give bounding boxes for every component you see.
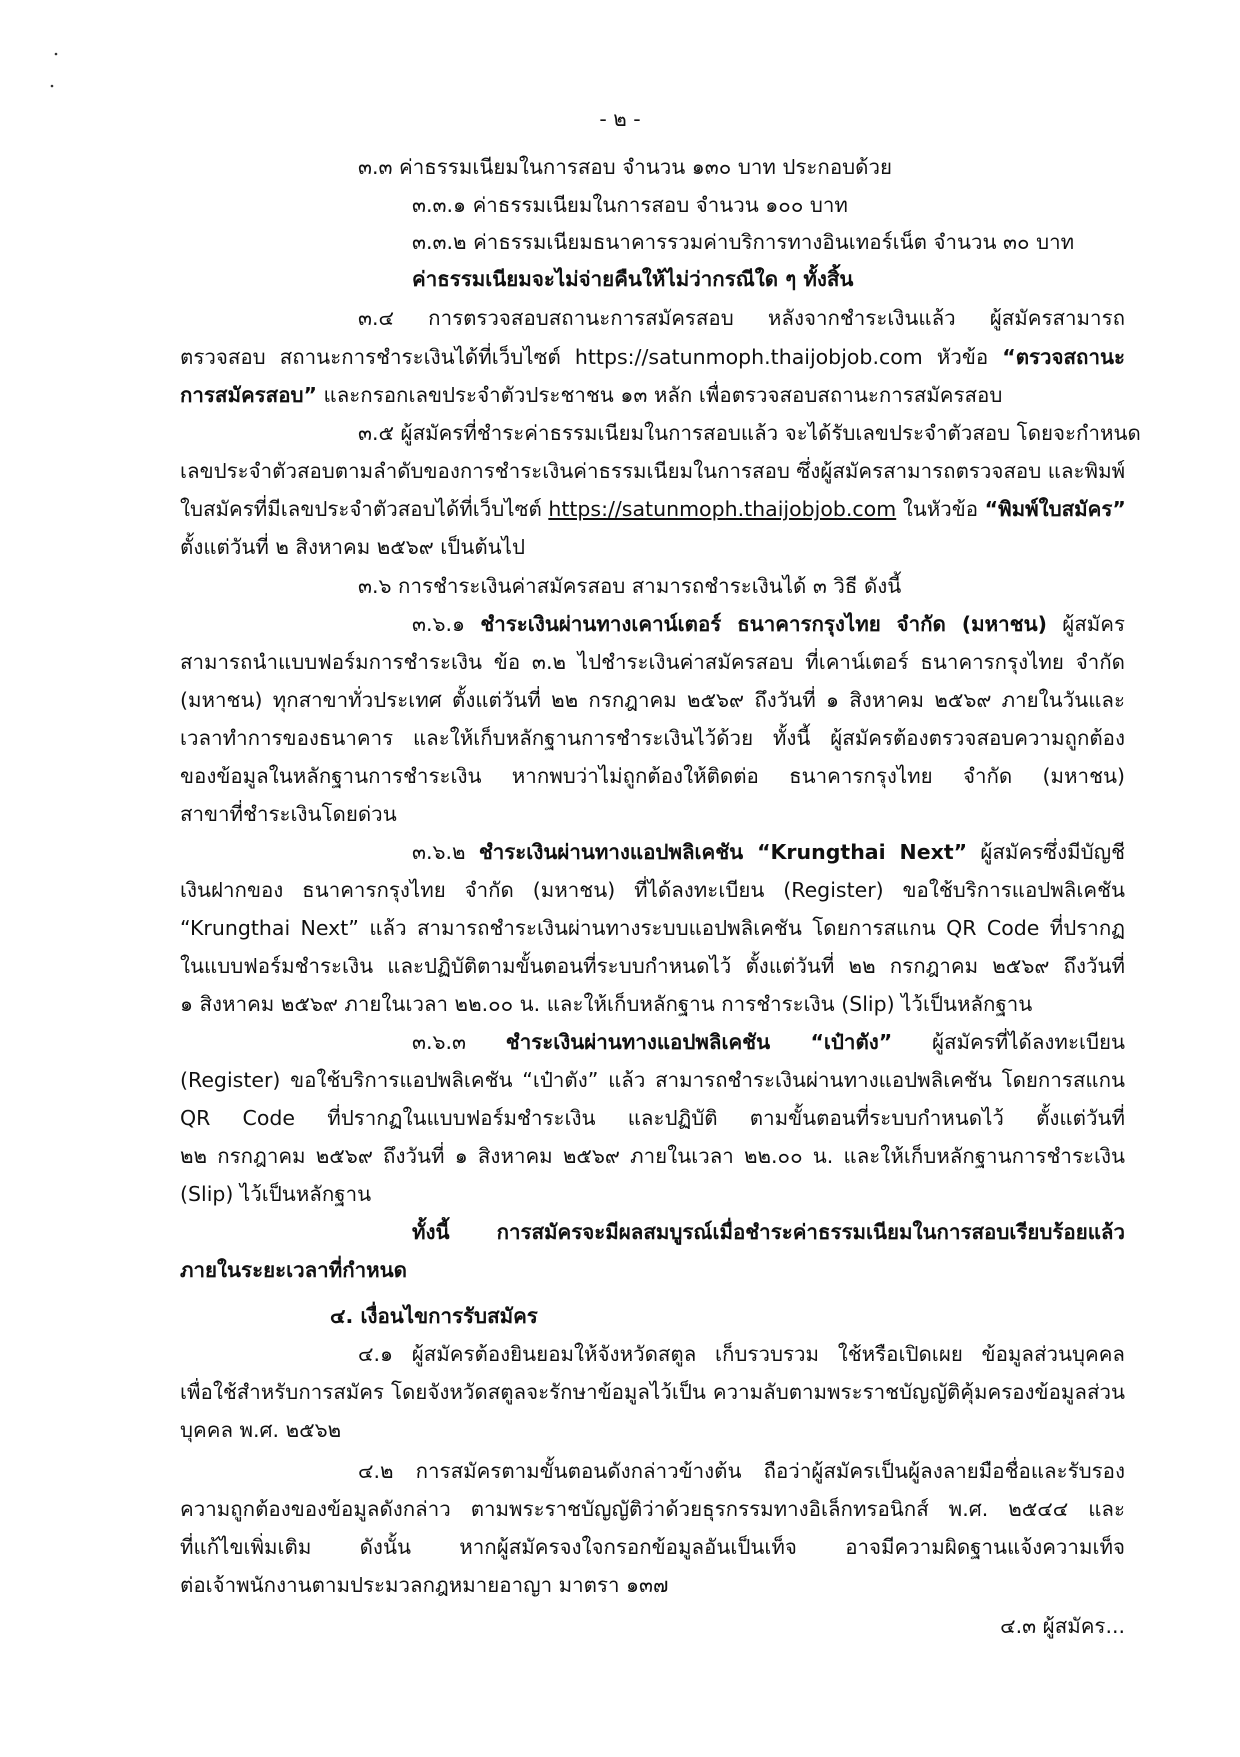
clause-3-6-2-line-5: ๑ สิงหาคม ๒๕๖๙ ภายในเวลา ๒๒.๐๐ น. และให้เก็บหลักฐาน การชำระเงิน (Slip) ไว้เป็นหลักฐาน [180,992,1033,1016]
clause-3-5-line-4: ตั้งแต่วันที่ ๒ สิงหาคม ๒๕๖๙ เป็นต้นไป [180,535,525,559]
clause-3-4-line-1: ๓.๔ การตรวจสอบสถานะการสมัครสอบ หลังจากชำระเงินแล้ว ผู้สมัครสามารถ [358,306,1125,330]
scan-speck-marks [48,48,88,98]
clause-3-4-line-3: การสมัครสอบ” และกรอกเลขประจำตัวประชาชน ๑๓ หลัก เพื่อตรวจสอบสถานะการสมัครสอบ [180,383,1003,407]
continuation-marker: ๔.๓ ผู้สมัคร... [1000,1614,1125,1638]
clause-3-3-2: ๓.๓.๒ ค่าธรรมเนียมธนาคารรวมค่าบริการทางอินเทอร์เน็ต จำนวน ๓๐ บาท [412,230,1075,254]
clause-3-6-1-line-5: ของข้อมูลในหลักฐานการชำระเงิน หากพบว่าไม่ถูกต้องให้ติดต่อ ธนาคารกรุงไทย จำกัด (มหาชน) [180,764,1125,788]
clause-3-4-line-2: ตรวจสอบ สถานะการชำระเงินได้ที่เว็บไซต์ https://satunmoph.thaijobjob.com หัวข้อ “ตรวจสถานะ [180,345,1125,369]
clause-4-1-line-1: ๔.๑ ผู้สมัครต้องยินยอมให้จังหวัดสตูล เก็บรวบรวม ใช้หรือเปิดเผย ข้อมูลส่วนบุคคล [358,1342,1125,1366]
clause-4-2-line-2: ความถูกต้องของข้อมูลดังกล่าว ตามพระราชบัญญัติว่าด้วยธุรกรรมทางอิเล็กทรอนิกส์ พ.ศ. ๒๕๔๔ และ [180,1497,1125,1521]
clause-4-2-line-4: ต่อเจ้าพนักงานตามประมวลกฎหมายอาญา มาตรา ๑๓๗ [180,1573,669,1597]
clause-3-3: ๓.๓ ค่าธรรมเนียมในการสอบ จำนวน ๑๓๐ บาท ประกอบด้วย [358,155,892,179]
section-4-heading: ๔. เงื่อนไขการรับสมัคร [330,1304,538,1328]
clause-3-6: ๓.๖ การชำระเงินค่าสมัครสอบ สามารถชำระเงินได้ ๓ วิธี ดังนี้ [358,574,902,598]
clause-3-6-2-line-3: “Krungthai Next” แล้ว สามารถชำระเงินผ่านทางระบบแอปพลิเคชัน โดยการสแกน QR Code ที่ปรากฏ [180,916,1125,940]
clause-3-6-3-line-5: (Slip) ไว้เป็นหลักฐาน [180,1182,372,1206]
clause-3-5-line-2: เลขประจำตัวสอบตามลำดับของการชำระเงินค่าธรรมเนียมในการสอบ ซึ่งผู้สมัครสามารถตรวจสอบ และพิมพ์ [180,459,1126,483]
clause-3-5-line-3: ใบสมัครที่มีเลขประจำตัวสอบได้ที่เว็บไซต์ https://satunmoph.thaijobjob.com ในหัวข้อ “พิมพ์ใบสมัคร” [180,497,1126,521]
clause-3-6-3-line-3: QR Code ที่ปรากฏในแบบฟอร์มชำระเงิน และปฏิบัติ ตามขั้นตอนที่ระบบกำหนดไว้ ตั้งแต่วันที่ [180,1106,1125,1130]
clause-3-6-2-line-2: เงินฝากของ ธนาคารกรุงไทย จำกัด (มหาชน) ที่ได้ลงทะเบียน (Register) ขอใช้บริการแอปพลิเคชัน [180,878,1125,902]
clause-3-6-3-line-2: (Register) ขอใช้บริการแอปพลิเคชัน “เป๋าตัง” แล้ว สามารถชำระเงินผ่านทางแอปพลิเคชัน โดยการสแกน [180,1068,1125,1092]
clause-3-5-line-1: ๓.๕ ผู้สมัครที่ชำระค่าธรรมเนียมในการสอบแล้ว จะได้รับเลขประจำตัวสอบ โดยจะกำหนด [358,421,1141,445]
clause-3-3-1: ๓.๓.๑ ค่าธรรมเนียมในการสอบ จำนวน ๑๐๐ บาท [412,193,848,217]
clause-3-6-3-line-1: ๓.๖.๓ ชำระเงินผ่านทางแอปพลิเคชัน “เป๋าตัง” ผู้สมัครที่ได้ลงทะเบียน [412,1030,1126,1054]
page-number: - ๒ - [599,107,641,131]
website-link[interactable]: https://satunmoph.thaijobjob.com [548,497,897,521]
no-refund-notice: ค่าธรรมเนียมจะไม่จ่ายคืนให้ไม่ว่ากรณีใด ๆ ทั้งสิ้น [412,267,854,291]
clause-3-6-2-line-4: ในแบบฟอร์มชำระเงิน และปฏิบัติตามขั้นตอนที่ระบบกำหนดไว้ ตั้งแต่วันที่ ๒๒ กรกฎาคม ๒๕๖๙ ถึงวันที่ [180,954,1125,978]
clause-4-1-line-3: บุคคล พ.ศ. ๒๕๖๒ [180,1418,342,1442]
clause-3-6-2-line-1: ๓.๖.๒ ชำระเงินผ่านทางแอปพลิเคชัน “Krungthai Next” ผู้สมัครซึ่งมีบัญชี [412,840,1125,864]
clause-3-6-3-line-4: ๒๒ กรกฎาคม ๒๕๖๙ ถึงวันที่ ๑ สิงหาคม ๒๕๖๙ ภายในเวลา ๒๒.๐๐ น. และให้เก็บหลักฐานการชำระเงิน [180,1144,1125,1168]
clause-4-1-line-2: เพื่อใช้สำหรับการสมัคร โดยจังหวัดสตูลจะรักษาข้อมูลไว้เป็น ความลับตามพระราชบัญญัติคุ้มครองข้อมูลส่วน [180,1380,1125,1404]
completion-notice-line-1: ทั้งนี้ การสมัครจะมีผลสมบูรณ์เมื่อชำระค่าธรรมเนียมในการสอบเรียบร้อยแล้ว [412,1220,1125,1244]
completion-notice-line-2: ภายในระยะเวลาที่กำหนด [180,1258,407,1282]
clause-4-2-line-1: ๔.๒ การสมัครตามขั้นตอนดังกล่าวข้างต้น ถือว่าผู้สมัครเป็นผู้ลงลายมือชื่อและรับรอง [358,1459,1125,1483]
clause-3-6-1-line-3: (มหาชน) ทุกสาขาทั่วประเทศ ตั้งแต่วันที่ ๒๒ กรกฎาคม ๒๕๖๙ ถึงวันที่ ๑ สิงหาคม ๒๕๖๙ ภายในวันและ [180,688,1125,712]
clause-3-6-1-line-4: เวลาทำการของธนาคาร และให้เก็บหลักฐานการชำระเงินไว้ด้วย ทั้งนี้ ผู้สมัครต้องตรวจสอบความถูกต้อง [180,726,1125,750]
clause-4-2-line-3: ที่แก้ไขเพิ่มเติม ดังนั้น หากผู้สมัครจงใจกรอกข้อมูลอันเป็นเท็จ อาจมีความผิดฐานแจ้งความเท็จ [180,1535,1125,1559]
clause-3-6-1-line-6: สาขาที่ชำระเงินโดยด่วน [180,802,397,826]
clause-3-6-1-line-2: สามารถนำแบบฟอร์มการชำระเงิน ข้อ ๓.๒ ไปชำระเงินค่าสมัครสอบ ที่เคาน์เตอร์ ธนาคารกรุงไทย จำกัด [180,650,1125,674]
clause-3-6-1-line-1: ๓.๖.๑ ชำระเงินผ่านทางเคาน์เตอร์ ธนาคารกรุงไทย จำกัด (มหาชน) ผู้สมัคร [412,612,1126,636]
